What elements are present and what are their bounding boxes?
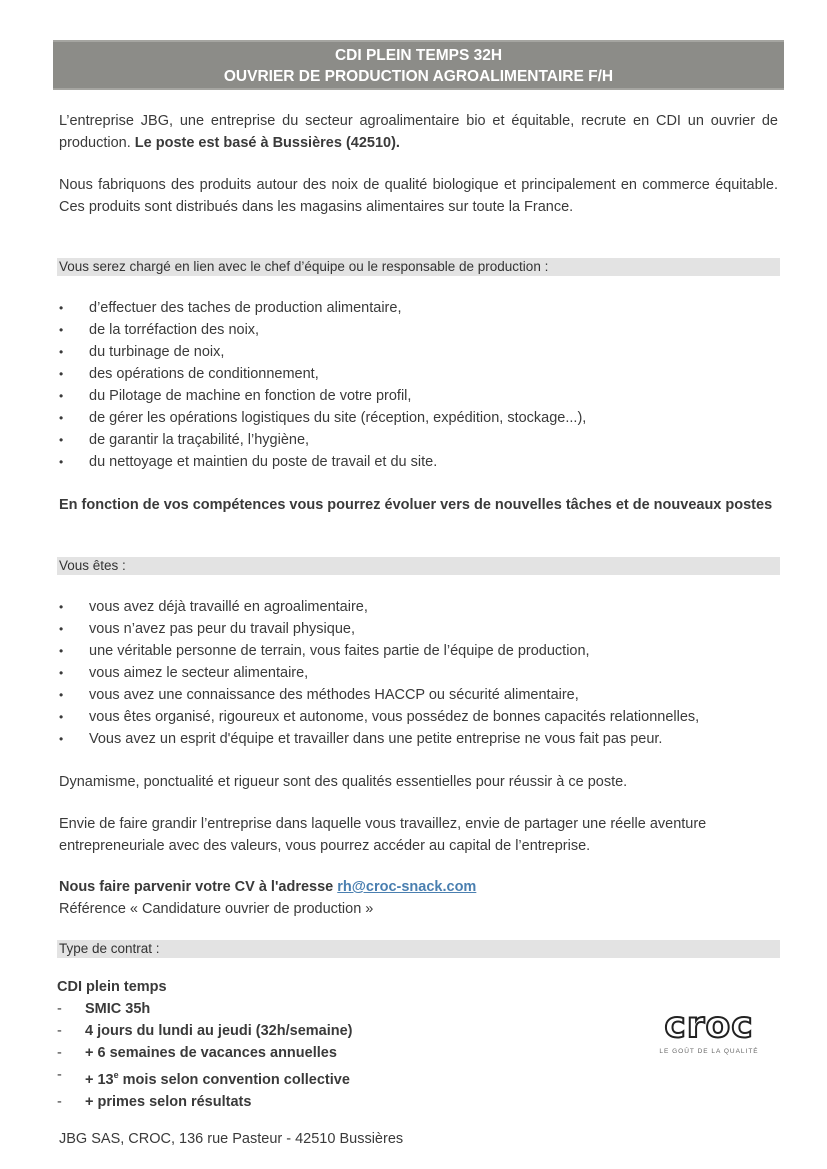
apply-section (59, 876, 778, 920)
location-text: Le poste est basé à Bussières (42510). (134, 135, 400, 151)
intro-paragraph (59, 110, 778, 154)
list-item: • du Pilotage de machine en fonction de votre profil, (59, 385, 778, 407)
item-text: mois selon convention collective (118, 1071, 350, 1088)
tasks-list-wrap (59, 297, 778, 473)
title-banner (53, 40, 784, 90)
qualities-paragraph: Dynamisme, ponctualité et rigueur sont des qualités essentielles pour réussir à ce poste. (59, 774, 628, 790)
list-item: • vous avez une connaissance des méthodes HACCP ou sécurité alimentaire, (59, 684, 778, 706)
evolution-paragraph: En fonction de vos compétences vous pourrez évoluer vers de nouvelles tâches et de nouveaux postes (59, 497, 773, 513)
list-item: • vous n’avez pas peur du travail physique, (59, 618, 778, 640)
superscript: e (113, 1070, 119, 1080)
list-item: • vous aimez le secteur alimentaire, (59, 662, 778, 684)
item-text: + 13 (85, 1071, 114, 1088)
tasks-list (59, 297, 778, 473)
contract-item: - + 6 semaines de vacances annuelles (57, 1042, 776, 1064)
contract-item: - 4 jours du lundi au jeudi (32h/semaine) (57, 1020, 776, 1042)
profile-list-wrap (59, 596, 778, 750)
profile-heading: Vous êtes : (57, 557, 780, 575)
list-item: • du turbinage de noix, (59, 341, 778, 363)
list-item: • Vous avez un esprit d'équipe et travailler dans une petite entreprise ne vous fait pas peur. (59, 728, 778, 750)
intro-text: L’entreprise JBG, une entreprise du secteur agroalimentaire bio et équitable, recrute en CDI un ouvrier de production. (59, 113, 778, 151)
contract-item (57, 1064, 776, 1091)
tasks-heading: Vous serez chargé en lien avec le chef d’équipe ou le responsable de production : (57, 258, 780, 276)
list-item: • une véritable personne de terrain, vous faites partie de l’équipe de production, (59, 640, 778, 662)
title-line-2: OUVRIER DE PRODUCTION AGROALIMENTAIRE F/H (223, 68, 614, 85)
apply-text: Nous faire parvenir votre CV à l'adresse (59, 879, 338, 895)
list-item: • d’effectuer des taches de production alimentaire, (59, 297, 778, 319)
profile-list (59, 596, 778, 750)
email-link[interactable]: rh@croc-snack.com (337, 879, 477, 895)
list-item: • de garantir la traçabilité, l’hygiène, (59, 429, 778, 451)
logo-tagline: LE GOÛT DE LA QUALITÉ (659, 1048, 759, 1055)
reference-text: Référence « Candidature ouvrier de production » (59, 901, 374, 917)
title-line-1: CDI PLEIN TEMPS 32H (334, 47, 503, 64)
capital-paragraph: Envie de faire grandir l’entreprise dans laquelle vous travaillez, envie de partager une réelle aventure entrepreneuriale avec des valeurs, vous pourrez accéder au capital de l’entreprise. (59, 816, 707, 854)
contract-item: - SMIC 35h (57, 998, 776, 1020)
logo-word: croc (664, 1005, 754, 1046)
footer-address: JBG SAS, CROC, 136 rue Pasteur - 42510 Bussières (59, 1131, 404, 1147)
about-paragraph: Nous fabriquons des produits autour des noix de qualité biologique et principalement en commerce équitable. Ces produits sont distribués dans les magasins alimentaires sur toute la France. (59, 177, 778, 215)
croc-logo (654, 1005, 764, 1055)
list-item: • vous êtes organisé, rigoureux et autonome, vous possédez de bonnes capacités relationnelles, (59, 706, 778, 728)
list-item: • du nettoyage et maintien du poste de travail et du site. (59, 451, 778, 473)
contract-heading: Type de contrat : (57, 940, 780, 958)
list-item: • de gérer les opérations logistiques du site (réception, expédition, stockage...), (59, 407, 778, 429)
list-item: • de la torréfaction des noix, (59, 319, 778, 341)
contract-item: - + primes selon résultats (57, 1091, 776, 1113)
list-item: • des opérations de conditionnement, (59, 363, 778, 385)
list-item: • vous avez déjà travaillé en agroalimentaire, (59, 596, 778, 618)
contract-title: CDI plein temps (57, 979, 167, 995)
